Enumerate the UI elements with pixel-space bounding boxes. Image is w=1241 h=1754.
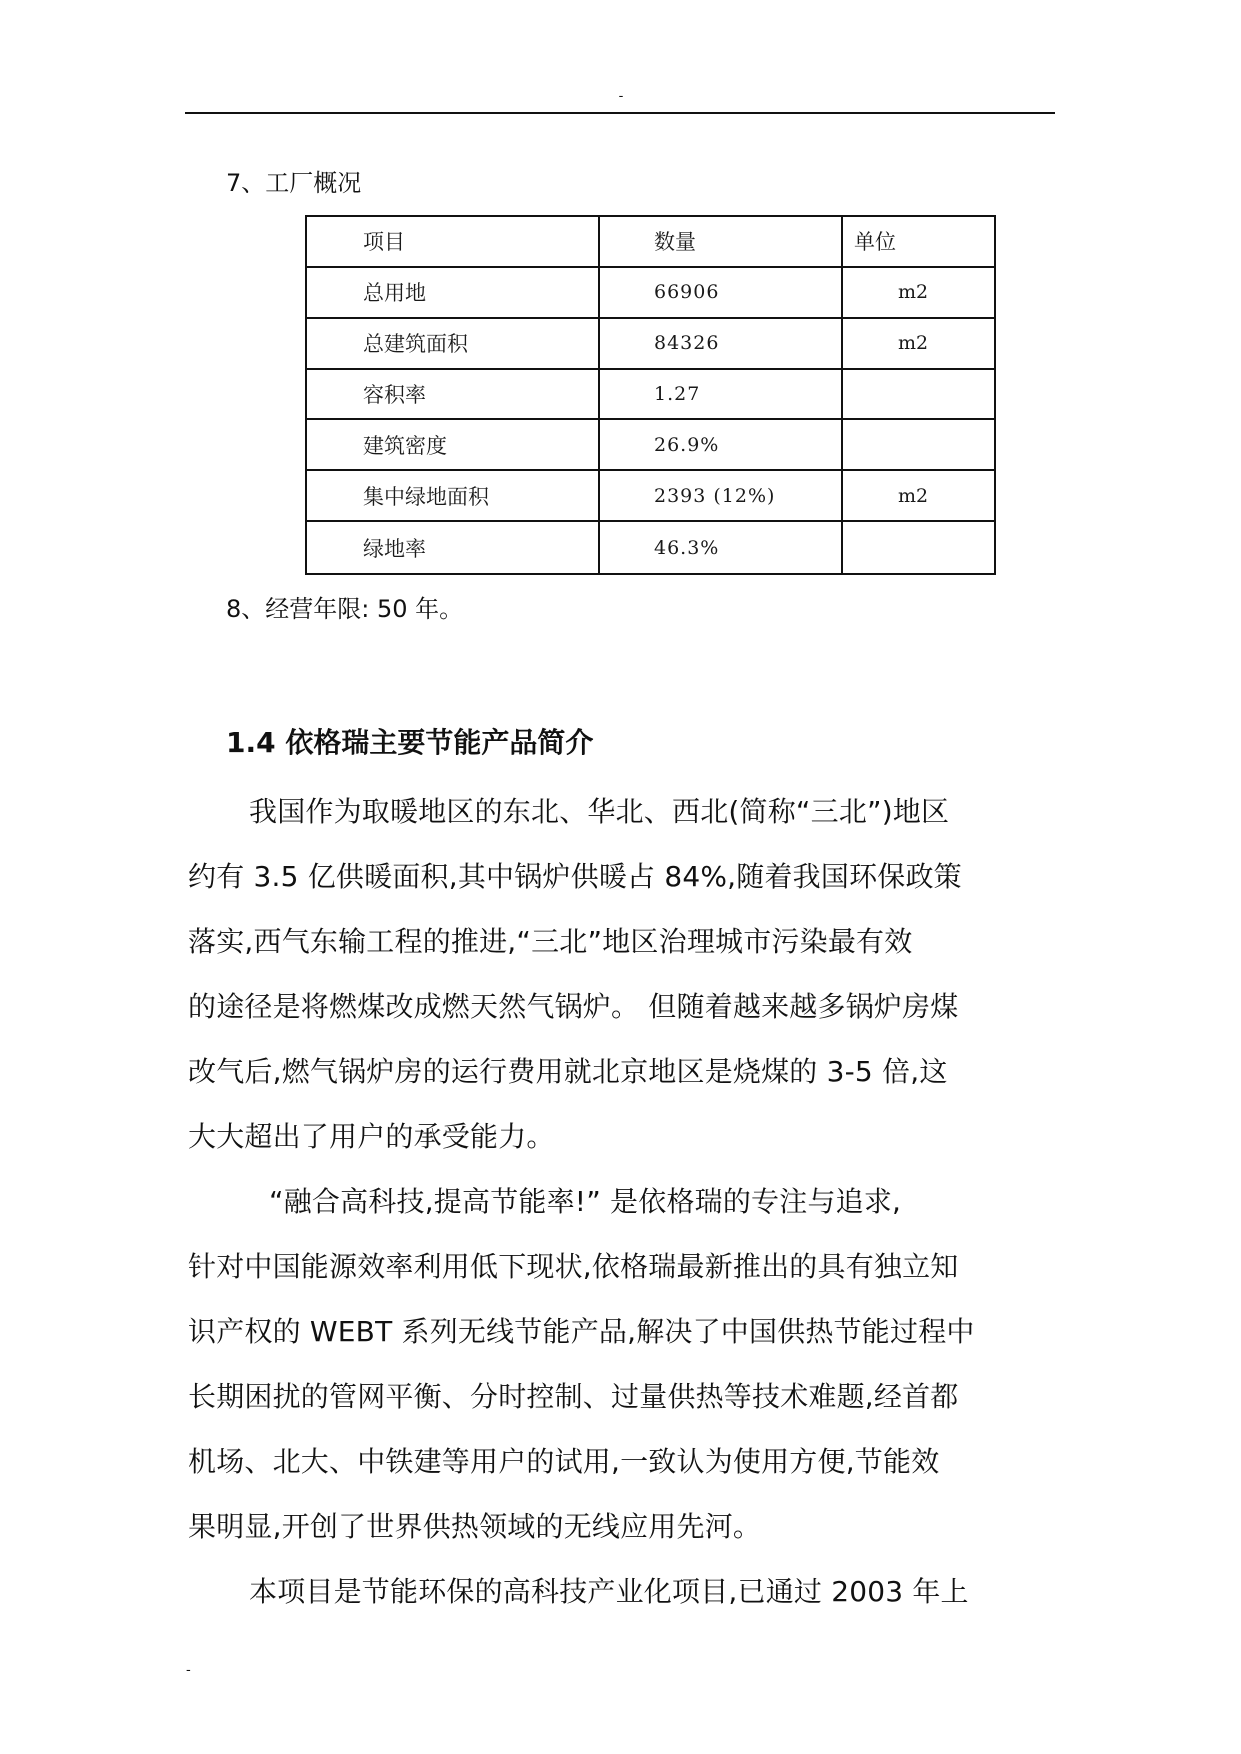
paragraph-line-5: 改气后,燃气锅炉房的运行费用就北京地区是烧煤的 3-5 倍,这	[188, 1055, 948, 1088]
paragraph-line-7: “融合高科技,提高节能率!” 是依格瑞的专注与追求,	[269, 1185, 902, 1218]
section14-title: 1.4 依格瑞主要节能产品简介	[226, 726, 594, 759]
paragraph-line-3: 落实,西气东输工程的推进,“三北”地区治理城市污染最有效	[188, 925, 913, 958]
table-row	[306, 419, 995, 470]
table-cell-quantity: 46.3%	[599, 521, 842, 574]
factory-overview-table	[305, 215, 996, 575]
header-rule	[185, 112, 1055, 114]
factory-overview-table-wrap	[305, 215, 994, 575]
table-row	[306, 369, 995, 420]
paragraph-line-6: 大大超出了用户的承受能力。	[188, 1120, 555, 1153]
table-cell-quantity: 1.27	[599, 369, 842, 420]
table-header-quantity: 数量	[599, 216, 842, 267]
table-cell-unit	[842, 369, 995, 420]
table-header-unit: 单位	[842, 216, 995, 267]
table-row	[306, 267, 995, 318]
table-cell-unit	[842, 419, 995, 470]
table-cell-quantity: 66906	[599, 267, 842, 318]
paragraph-line-10: 长期困扰的管网平衡、分时控制、过量供热等技术难题,经首都	[188, 1380, 959, 1413]
paragraph-line-1: 我国作为取暖地区的东北、华北、西北(简称“三北”)地区	[249, 795, 950, 828]
paragraph-line-4: 的途径是将燃煤改成燃天然气锅炉。 但随着越来越多锅炉房煤	[188, 990, 959, 1023]
paragraph-line-11: 机场、北大、中铁建等用户的试用,一致认为使用方便,节能效	[188, 1445, 940, 1478]
table-cell-unit: m2	[842, 267, 995, 318]
table-cell-item: 总用地	[306, 267, 599, 318]
table-cell-item: 集中绿地面积	[306, 470, 599, 521]
table-cell-item: 绿地率	[306, 521, 599, 574]
paragraph-line-9: 识产权的 WEBT 系列无线节能产品,解决了中国供热节能过程中	[188, 1315, 975, 1348]
table-cell-quantity: 26.9%	[599, 419, 842, 470]
paragraph-line-13: 本项目是节能环保的高科技产业化项目,已通过 2003 年上	[249, 1575, 969, 1608]
paragraph-line-12: 果明显,开创了世界供热领域的无线应用先河。	[188, 1510, 762, 1543]
table-cell-unit: m2	[842, 318, 995, 369]
table-cell-quantity: 2393 (12%)	[599, 470, 842, 521]
table-cell-item: 总建筑面积	[306, 318, 599, 369]
table-row	[306, 470, 995, 521]
table-row	[306, 318, 995, 369]
section7-title: 7、工厂概况	[226, 169, 362, 197]
paragraph-line-2: 约有 3.5 亿供暖面积,其中锅炉供暖占 84%,随着我国环保政策	[188, 860, 962, 893]
footer-mark: -	[186, 1662, 191, 1678]
header-mark: -	[618, 88, 624, 104]
table-cell-item: 容积率	[306, 369, 599, 420]
table-cell-quantity: 84326	[599, 318, 842, 369]
table-cell-item: 建筑密度	[306, 419, 599, 470]
table-row	[306, 521, 995, 574]
table-header-item: 项目	[306, 216, 599, 267]
table-cell-unit	[842, 521, 995, 574]
table-cell-unit: m2	[842, 470, 995, 521]
section8-title: 8、经营年限: 50 年。	[226, 595, 464, 623]
paragraph-line-8: 针对中国能源效率利用低下现状,依格瑞最新推出的具有独立知	[188, 1250, 959, 1283]
table-header-row	[306, 216, 995, 267]
